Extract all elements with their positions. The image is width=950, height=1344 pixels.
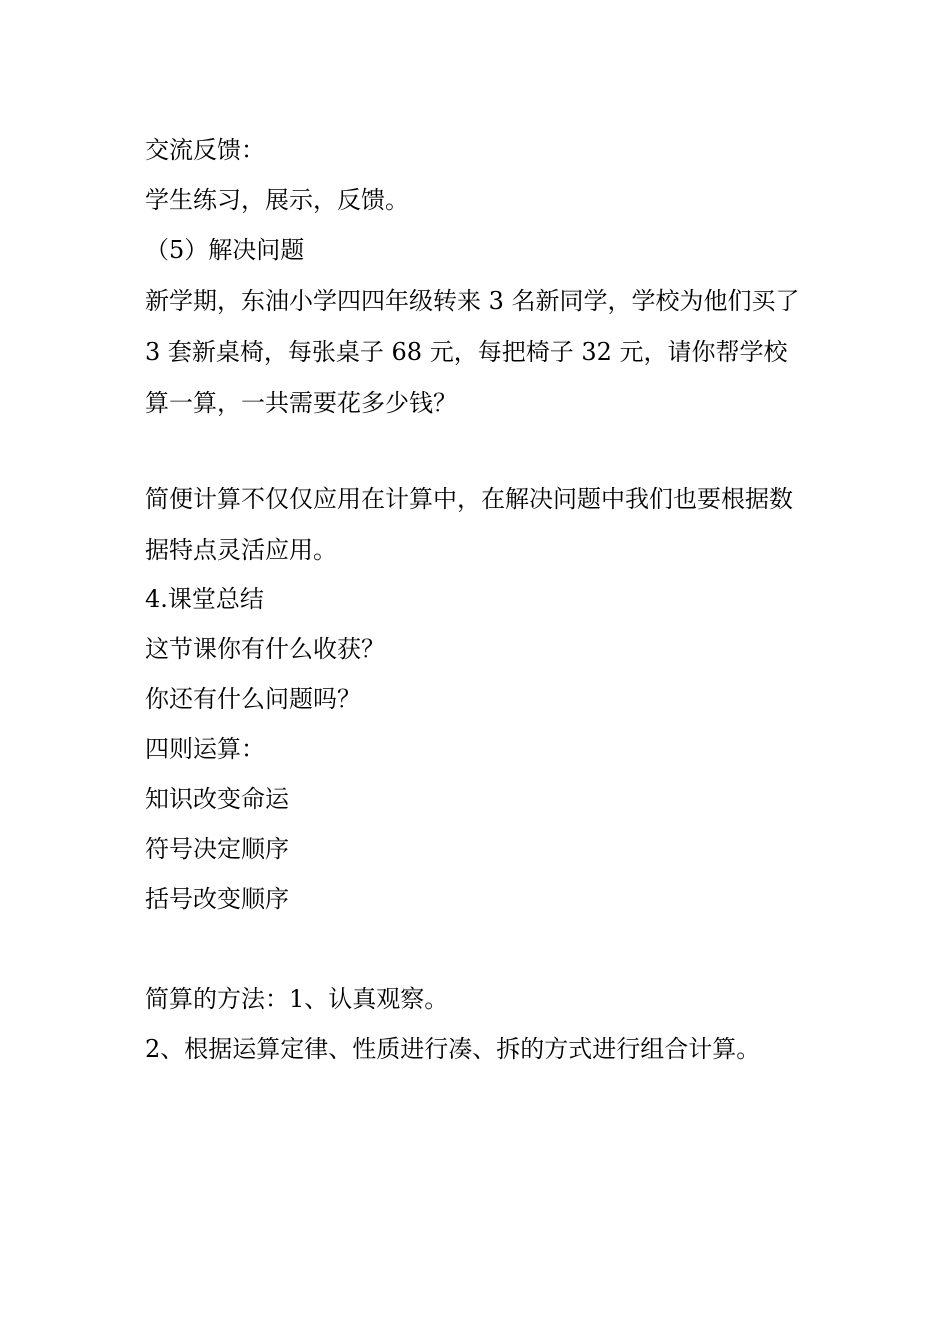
method-line-2: 2、根据运算定律、性质进行凑、拆的方式进行组合计算。: [145, 1035, 761, 1063]
method-line-1: 简算的方法：1、认真观察。: [145, 985, 449, 1013]
four-operations-heading: 四则运算：: [145, 735, 265, 763]
lesson-summary-heading: 4.课堂总结: [145, 585, 264, 613]
question-gain: 这节课你有什么收获？: [145, 635, 385, 663]
summary-paragraph: 简便计算不仅仅应用在计算中，在解决问题中我们也要根据数据特点灵活应用。: [145, 485, 793, 564]
brackets-line: 括号改变顺序: [145, 885, 289, 913]
symbols-line: 符号决定顺序: [145, 835, 289, 863]
feedback-heading: 交流反馈：: [145, 136, 265, 164]
solve-problem-heading: （5）解决问题: [145, 236, 305, 264]
knowledge-line: 知识改变命运: [145, 785, 289, 813]
practice-line: 学生练习，展示，反馈。: [145, 186, 409, 214]
word-problem-paragraph: 新学期，东油小学四四年级转来 3 名新同学，学校为他们买了 3 套新桌椅，每张桌子 68 元，每把椅子 32 元，请你帮学校算一算，一共需要花多少钱？: [145, 287, 800, 417]
question-issue: 你还有什么问题吗？: [145, 685, 361, 713]
